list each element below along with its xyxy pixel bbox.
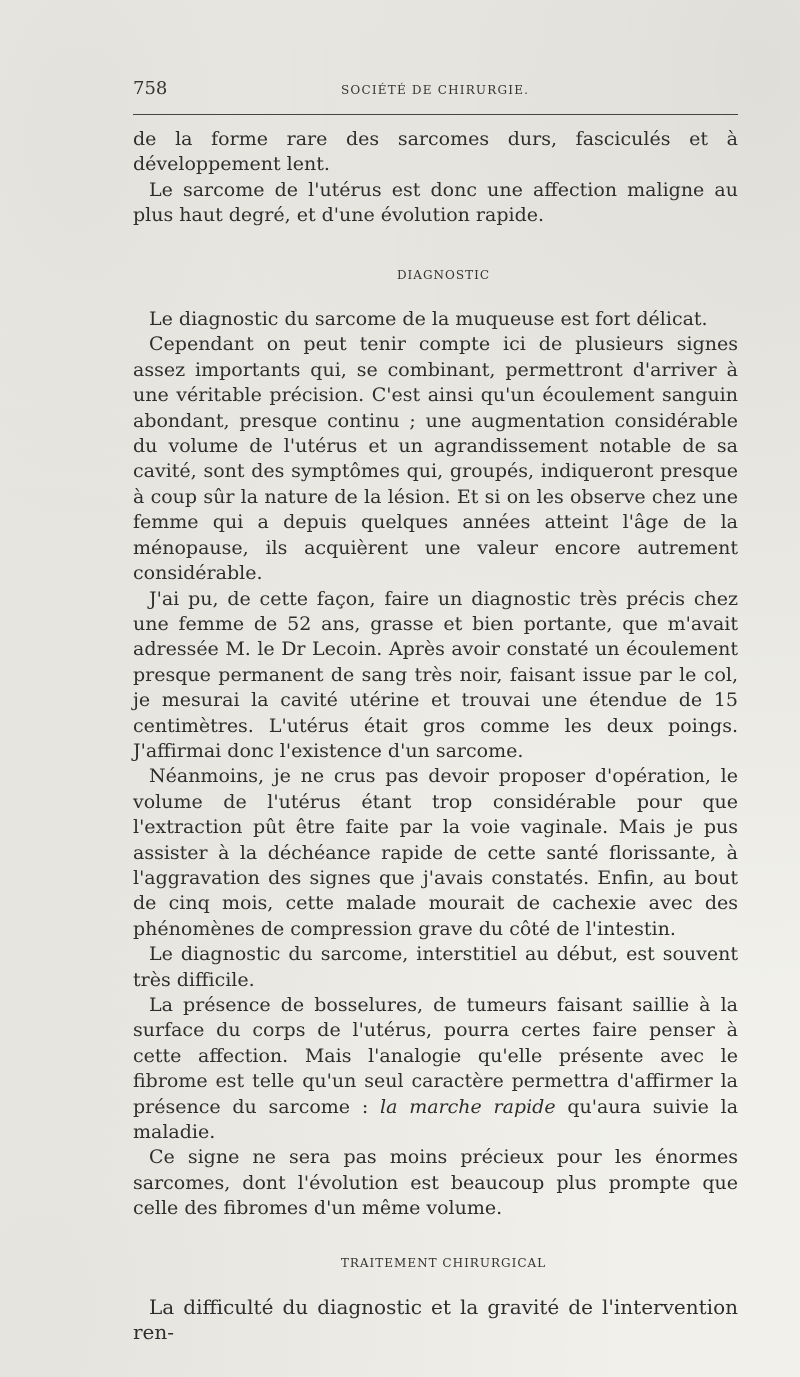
paragraph (133, 993, 738, 1145)
section-heading-traitement: TRAITEMENT CHIRURGICAL (340, 1255, 547, 1270)
paragraph: Le diagnostic du sarcome de la muqueuse est fort délicat. (149, 308, 708, 331)
body-text (133, 127, 738, 1346)
running-title: SOCIÉTÉ DE CHIRURGIE. (341, 83, 530, 97)
paragraph: de la forme rare des sarcomes durs, fasciculés et à développement lent. (133, 128, 738, 176)
paragraph: Le sarcome de l'utérus est donc une affection maligne au plus haut degré, et d'une évolution rapide. (133, 178, 738, 227)
paragraph: Néanmoins, je ne crus pas devoir proposer d'opération, le volume de l'utérus étant trop considérable pour que l'extraction pût être faite par la voie vaginale. Mais je pus assister à la déchéance rapide de cette santé florissante, à l'aggravation des signes que j'avais constatés. Enfin, au bout de cinq mois, cette malade mourait de cachexie avec des phénomènes de compression grave du côté de l'intestin. (133, 765, 738, 940)
paragraph-text: La présence de bosselures, de tumeurs faisant saillie à la surface du corps de l'utérus, pourra certes faire penser à cette affection. Mais l'analogie qu'elle présente avec le fibrome est telle qu'un seul caractère permettra d'affirmer la présence du sarcome : (133, 994, 738, 1118)
italic-phrase: la marche rapide (380, 1095, 556, 1118)
section-heading-diagnostic: DIAGNOSTIC (396, 267, 491, 282)
paragraph: Ce signe ne sera pas moins précieux pour les énormes sarcomes, dont l'évolution est beaucoup plus prompte que celle des fibromes d'un même volume. (133, 1146, 738, 1220)
paragraph: Le diagnostic du sarcome, interstitiel au début, est souvent très difficile. (133, 943, 738, 991)
paragraph-text: qu'aura suivie la maladie. (133, 1095, 739, 1144)
header-rule (133, 114, 738, 115)
paragraph: La difficulté du diagnostic et la gravité de l'intervention ren- (133, 1295, 738, 1345)
paragraph: J'ai pu, de cette façon, faire un diagnostic très précis chez une femme de 52 ans, grasse et bien portante, que m'avait adressée M. le Dr Lecoin. Après avoir constaté un écoulement presque permanent de sang très noir, faisant issue par le col, je mesurai la cavité utérine et trouvai une étendue de 15 centimètres. L'utérus était gros comme les deux poings. J'affirmai donc l'existence d'un sarcome. (133, 587, 738, 762)
page-number: 758 (133, 78, 168, 99)
page-header (133, 78, 738, 108)
paragraph: Cependant on peut tenir compte ici de plusieurs signes assez importants qui, se combinant, permettront d'arriver à une véritable précision. C'est ainsi qu'un écoulement sanguin abondant, presque continu ; une augmentation considérable du volume de l'utérus et un agrandissement notable de sa cavité, sont des symptômes qui, groupés, indiqueront presque à coup sûr la nature de la lésion. Et si on les observe chez une femme qui a depuis quelques années atteint l'âge de la ménopause, ils acquièrent une valeur encore autrement considérable. (133, 333, 738, 585)
